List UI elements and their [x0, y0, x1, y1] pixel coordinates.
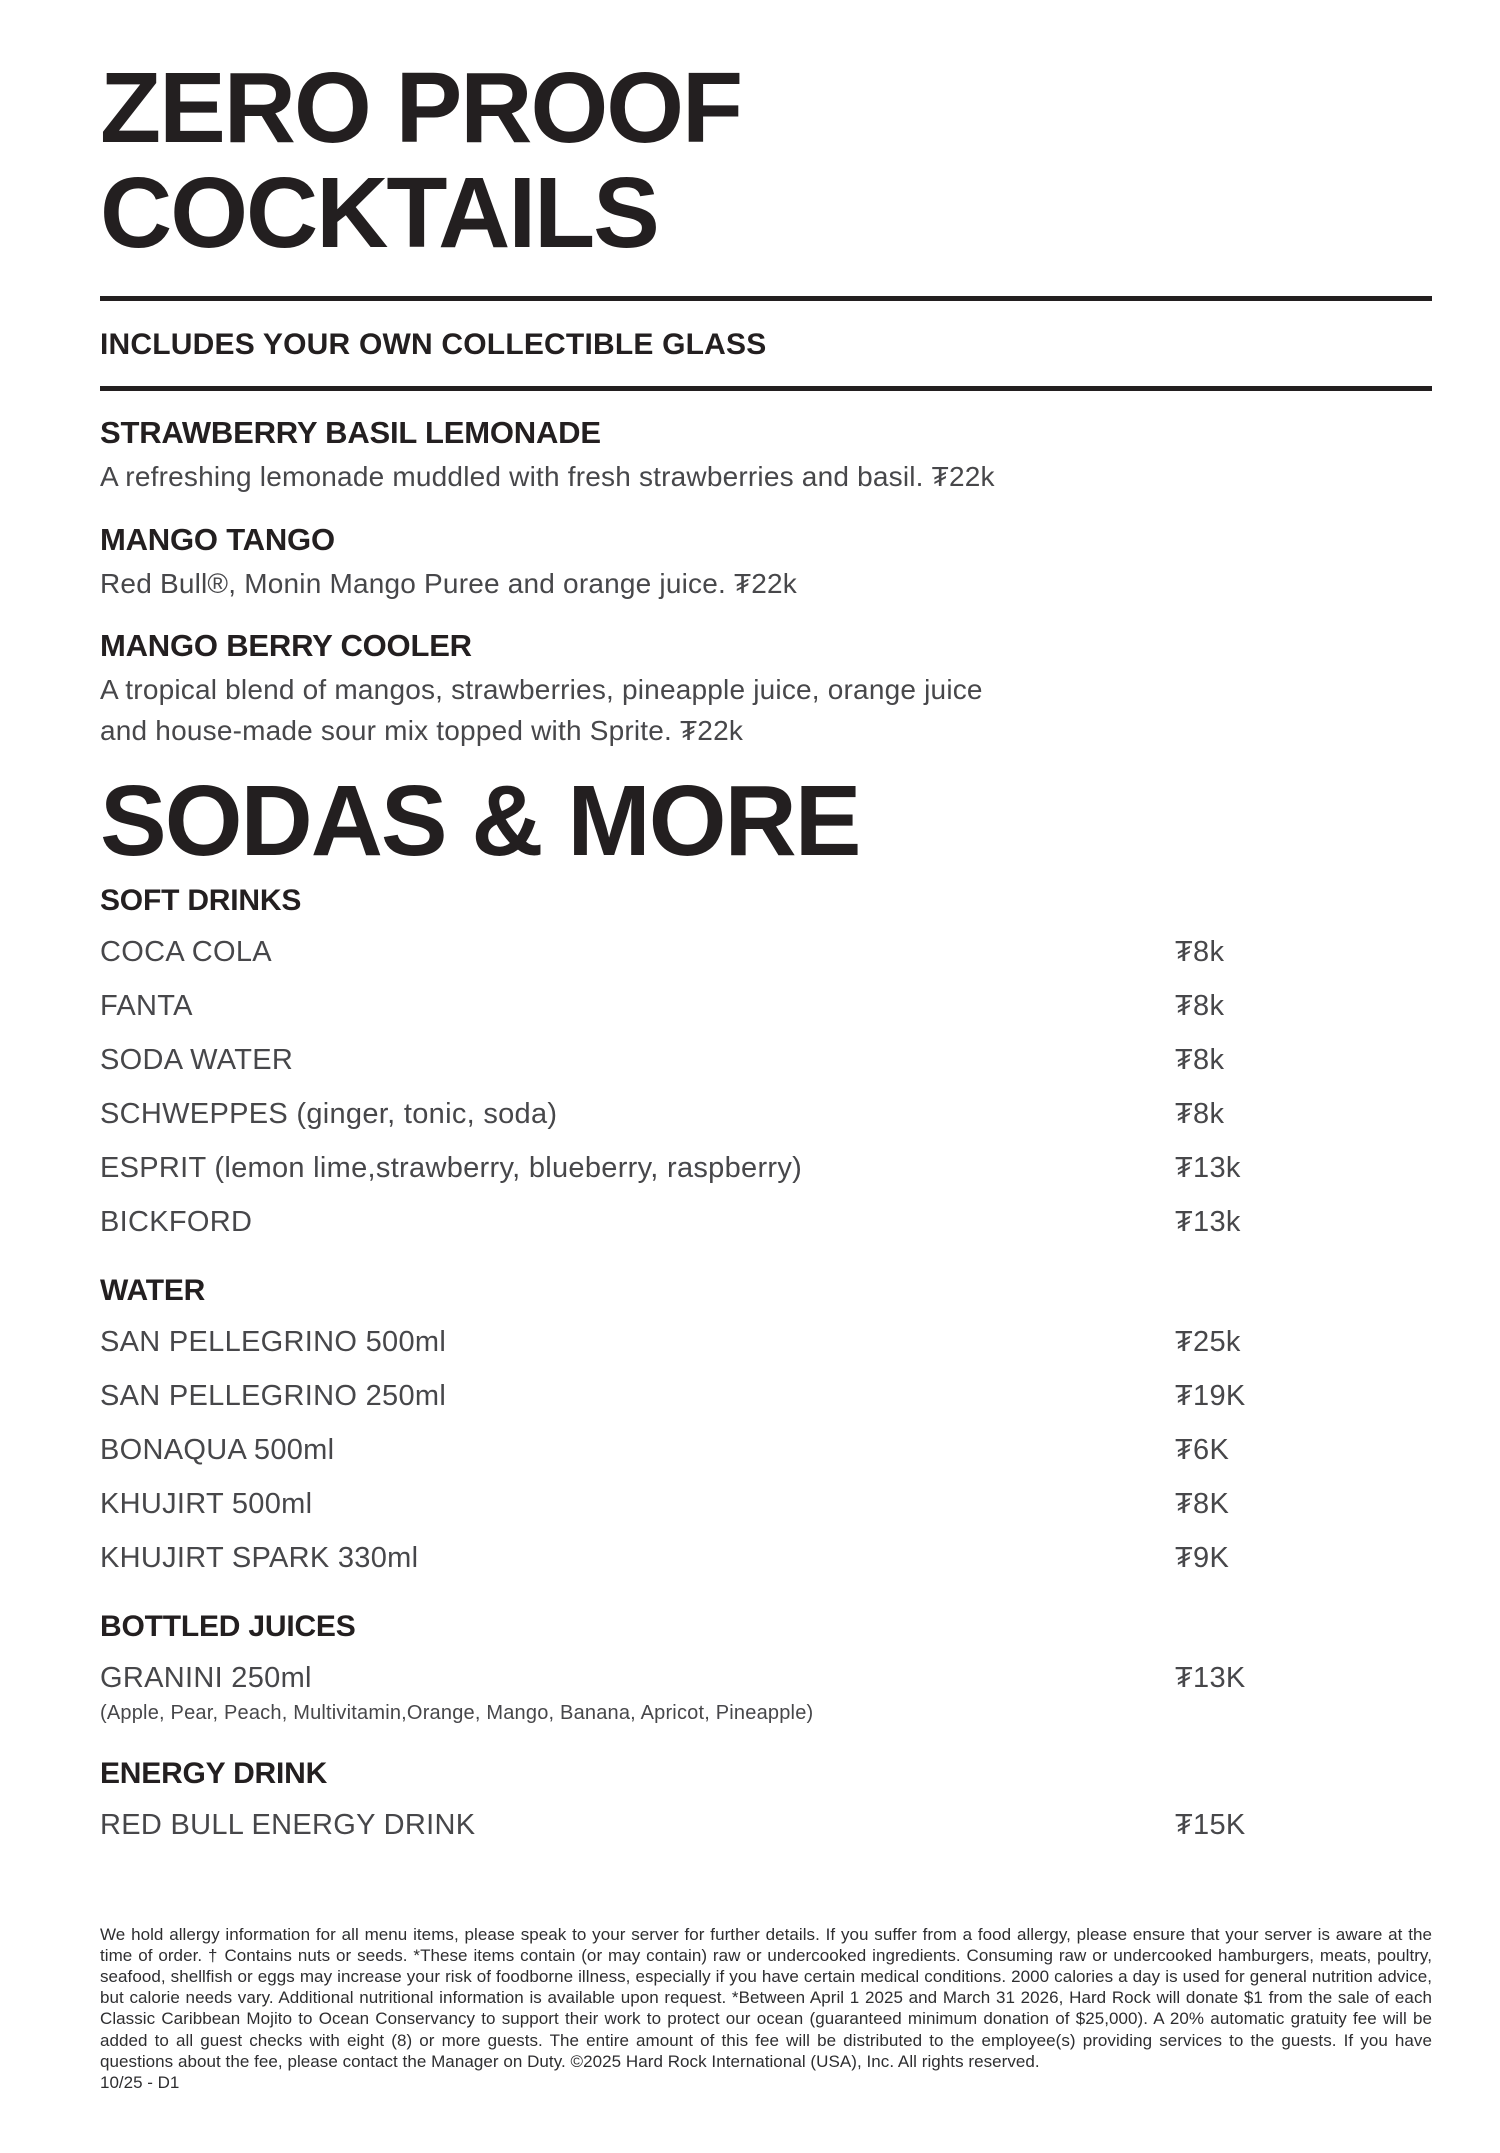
- item-name: GRANINI 250ml: [100, 1662, 312, 1695]
- menu-row: [100, 1370, 1432, 1424]
- title-divider: [100, 296, 1432, 301]
- item-name: BONAQUA 500ml: [100, 1434, 335, 1467]
- item-name: SAN PELLEGRINO 250ml: [100, 1380, 447, 1413]
- item-price: ₮19K: [1175, 1380, 1246, 1413]
- page-title: [100, 52, 1432, 269]
- item-price: ₮9K: [1175, 1542, 1230, 1575]
- menu-row: [100, 1478, 1432, 1532]
- item-price: ₮6K: [1175, 1434, 1230, 1467]
- cocktail-description: A refreshing lemonade muddled with fresh strawberries and basil. ₮22k: [100, 461, 995, 492]
- subtitle-divider: [100, 386, 1432, 391]
- item-price: ₮13K: [1175, 1662, 1246, 1695]
- cocktail-name: STRAWBERRY BASIL LEMONADE: [100, 415, 601, 450]
- group-title-soft-drinks: SOFT DRINKS: [100, 884, 302, 918]
- menu-row: [100, 1196, 1432, 1250]
- cocktail-item: [100, 522, 1432, 605]
- cocktail-name: MANGO TANGO: [100, 521, 335, 557]
- menu-row: [100, 1799, 1432, 1853]
- item-price: ₮8k: [1175, 936, 1225, 969]
- group-title-bottled-juices: BOTTLED JUICES: [100, 1610, 356, 1644]
- cocktail-description: [100, 670, 1432, 751]
- menu-row: [100, 1034, 1432, 1088]
- footer-disclaimer: We hold allergy information for all menu items, please speak to your server for further details. If you suffer from a food allergy, please ensure that your server is aware at the time of order. † Contains nuts or seeds. *These items contain (or may contain) raw or undercooked ingredients. Consuming raw or undercooked hamburgers, meats, poultry, seafood, shellfish or eggs may increase your risk of foodborne illness, especially if you have certain medical conditions. 2000 calories a day is used for general nutrition advice, but calorie needs vary. Additional nutritional information is available upon request. *Between April 1 2025 and March 31 2026, Hard Rock will donate $1 from the sale of each Classic Caribbean Mojito to Ocean Conservancy to support their work to protect our ocean (guaranteed minimum donation of $25,000). A 20% automatic gratuity fee will be added to all guest checks with eight (8) or more guests. The entire amount of this fee will be distributed to the employee(s) providing services to the guests. If you have questions about the fee, please contact the Manager on Duty. ©2025 Hard Rock International (USA), Inc. All rights reserved.: [100, 1924, 1432, 2071]
- footer-code: 10/25 - D1: [100, 2072, 180, 2092]
- item-name: SODA WATER: [100, 1044, 294, 1077]
- cocktail-item: [100, 415, 1432, 498]
- item-price: ₮8k: [1175, 990, 1225, 1023]
- item-price: ₮8k: [1175, 1044, 1225, 1077]
- page-title-line1: ZERO PROOF: [100, 52, 742, 164]
- item-name: RED BULL ENERGY DRINK: [100, 1809, 476, 1842]
- collectible-glass-subtitle: INCLUDES YOUR OWN COLLECTIBLE GLASS: [100, 328, 767, 361]
- item-price: ₮13k: [1175, 1152, 1241, 1185]
- item-name: SCHWEPPES (ginger, tonic, soda): [100, 1098, 558, 1131]
- menu-row: [100, 1652, 1432, 1706]
- item-price: ₮13k: [1175, 1206, 1241, 1239]
- item-name: KHUJIRT SPARK 330ml: [100, 1542, 419, 1575]
- menu-row: [100, 1424, 1432, 1478]
- item-price: ₮25k: [1175, 1326, 1241, 1359]
- item-price: ₮8K: [1175, 1488, 1230, 1521]
- group-title-water: WATER: [100, 1274, 206, 1308]
- item-price: ₮8k: [1175, 1098, 1225, 1131]
- menu-row: [100, 980, 1432, 1034]
- cocktail-item: [100, 628, 1432, 751]
- page-title-line2: COCKTAILS: [100, 157, 658, 269]
- item-name: ESPRIT (lemon lime,strawberry, blueberry, raspberry): [100, 1152, 803, 1185]
- cocktail-description-line2: and house-made sour mix topped with Sprite. ₮22k: [100, 714, 744, 746]
- item-flavor-note: (Apple, Pear, Peach, Multivitamin,Orange, Mango, Banana, Apricot, Pineapple): [100, 1702, 814, 1725]
- item-name: FANTA: [100, 990, 193, 1023]
- item-name: COCA COLA: [100, 936, 272, 969]
- footer: [100, 1924, 1432, 2093]
- item-price: ₮15K: [1175, 1809, 1246, 1842]
- menu-row: [100, 1316, 1432, 1370]
- menu-row: [100, 1532, 1432, 1586]
- menu-row: [100, 1088, 1432, 1142]
- item-name: SAN PELLEGRINO 500ml: [100, 1326, 447, 1359]
- item-name: KHUJIRT 500ml: [100, 1488, 313, 1521]
- sodas-section-heading: SODAS & MORE: [100, 765, 860, 878]
- menu-row: [100, 1142, 1432, 1196]
- cocktail-name: MANGO BERRY COOLER: [100, 628, 472, 664]
- cocktail-description: Red Bull®, Monin Mango Puree and orange juice. ₮22k: [100, 567, 798, 599]
- menu-row: [100, 926, 1432, 980]
- group-title-energy-drink: ENERGY DRINK: [100, 1757, 328, 1791]
- item-name: BICKFORD: [100, 1206, 253, 1239]
- cocktail-description-line1: A tropical blend of mangos, strawberries, pineapple juice, orange juice: [100, 674, 983, 706]
